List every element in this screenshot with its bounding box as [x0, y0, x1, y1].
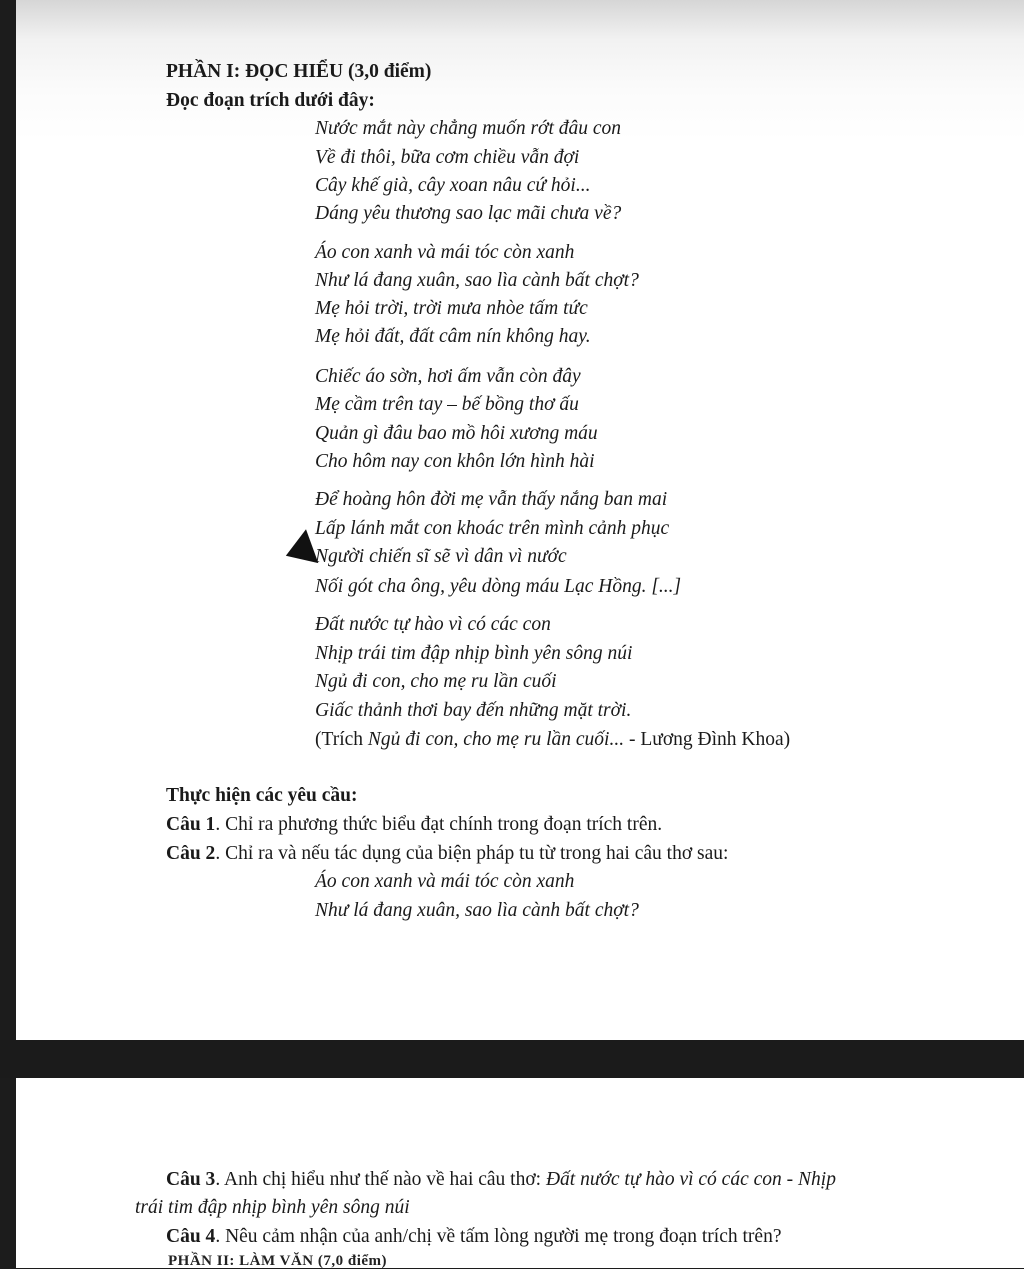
question-1-label: Câu 1 [166, 814, 216, 835]
poem-line: Cây khế già, cây xoan nâu cứ hỏi... [315, 175, 591, 196]
poem-line: Như lá đang xuân, sao lìa cành bất chợt? [315, 270, 639, 291]
poem-line: Giấc thảnh thơi bay đến những mặt trời. [315, 700, 632, 721]
poem-line: Chiếc áo sờn, hơi ấm vẫn còn đây [315, 366, 581, 387]
tasks-heading: Thực hiện các yêu cầu: [166, 785, 358, 806]
question-2-label: Câu 2 [166, 843, 216, 864]
question-3-quote-b: trái tim đập nhịp bình yên sông núi [135, 1197, 410, 1218]
source-title: Ngủ đi con, cho mẹ ru lần cuối... [367, 729, 625, 750]
question-4-label: Câu 4 [166, 1226, 216, 1247]
question-2 [166, 842, 728, 866]
poem-line: Mẹ hỏi trời, trời mưa nhòe tấm tức [315, 298, 588, 319]
poem-line: Dáng yêu thương sao lạc mãi chưa về? [315, 203, 622, 224]
poem-line: Nhịp trái tim đập nhịp bình yên sông núi [315, 643, 633, 664]
poem-line: Nước mắt này chẳng muốn rớt đâu con [315, 118, 622, 139]
poem-line: Về đi thôi, bữa cơm chiều vẫn đợi [315, 147, 580, 168]
source-author: - Lương Đình Khoa) [624, 729, 791, 750]
question-1-text: . Chỉ ra phương thức biểu đạt chính trong đoạn trích trên. [215, 814, 663, 835]
part2-heading-partial: PHẦN II: LÀM VĂN (7,0 điểm) [168, 1253, 388, 1269]
question-3 [166, 1168, 836, 1192]
read-instruction: Đọc đoạn trích dưới đây: [166, 90, 375, 111]
poem-line: Mẹ hỏi đất, đất câm nín không hay. [315, 326, 591, 347]
poem-line: Mẹ cầm trên tay – bế bồng thơ ấu [315, 394, 579, 415]
poem-line: Quản gì đâu bao mồ hôi xương máu [315, 423, 598, 444]
part1-heading: PHẦN I: ĐỌC HIỂU (3,0 điểm) [166, 61, 432, 82]
poem-line: Để hoàng hôn đời mẹ vẫn thấy nắng ban mai [315, 489, 668, 510]
poem-line: Đất nước tự hào vì có các con [315, 614, 551, 635]
question-2-quote-line: Áo con xanh và mái tóc còn xanh [315, 871, 575, 892]
poem-source [315, 728, 790, 752]
question-3-label: Câu 3 [166, 1169, 216, 1190]
question-3-quote-a: Đất nước tự hào vì có các con - Nhịp [545, 1169, 836, 1190]
poem-line: Cho hôm nay con khôn lớn hình hài [315, 451, 595, 472]
page-gap [0, 1040, 1024, 1078]
poem-line: Ngủ đi con, cho mẹ ru lần cuối [315, 671, 557, 692]
poem-line: Áo con xanh và mái tóc còn xanh [315, 242, 575, 263]
question-1 [166, 813, 662, 837]
source-open: (Trích [315, 729, 368, 750]
question-2-text: . Chỉ ra và nếu tác dụng của biện pháp tu từ trong hai câu thơ sau: [215, 843, 729, 864]
poem-line: Lấp lánh mắt con khoác trên mình cảnh phục [315, 518, 670, 539]
question-4 [166, 1225, 781, 1249]
poem-line: Người chiến sĩ sẽ vì dân vì nước [315, 546, 567, 567]
question-2-quote-line: Như lá đang xuân, sao lìa cành bất chợt? [315, 900, 639, 921]
question-3-text: . Anh chị hiểu như thế nào về hai câu thơ: [215, 1169, 546, 1190]
question-4-text: . Nêu cảm nhận của anh/chị về tấm lòng người mẹ trong đoạn trích trên? [215, 1226, 782, 1247]
poem-line: Nối gót cha ông, yêu dòng máu Lạc Hồng. [...] [315, 576, 682, 597]
